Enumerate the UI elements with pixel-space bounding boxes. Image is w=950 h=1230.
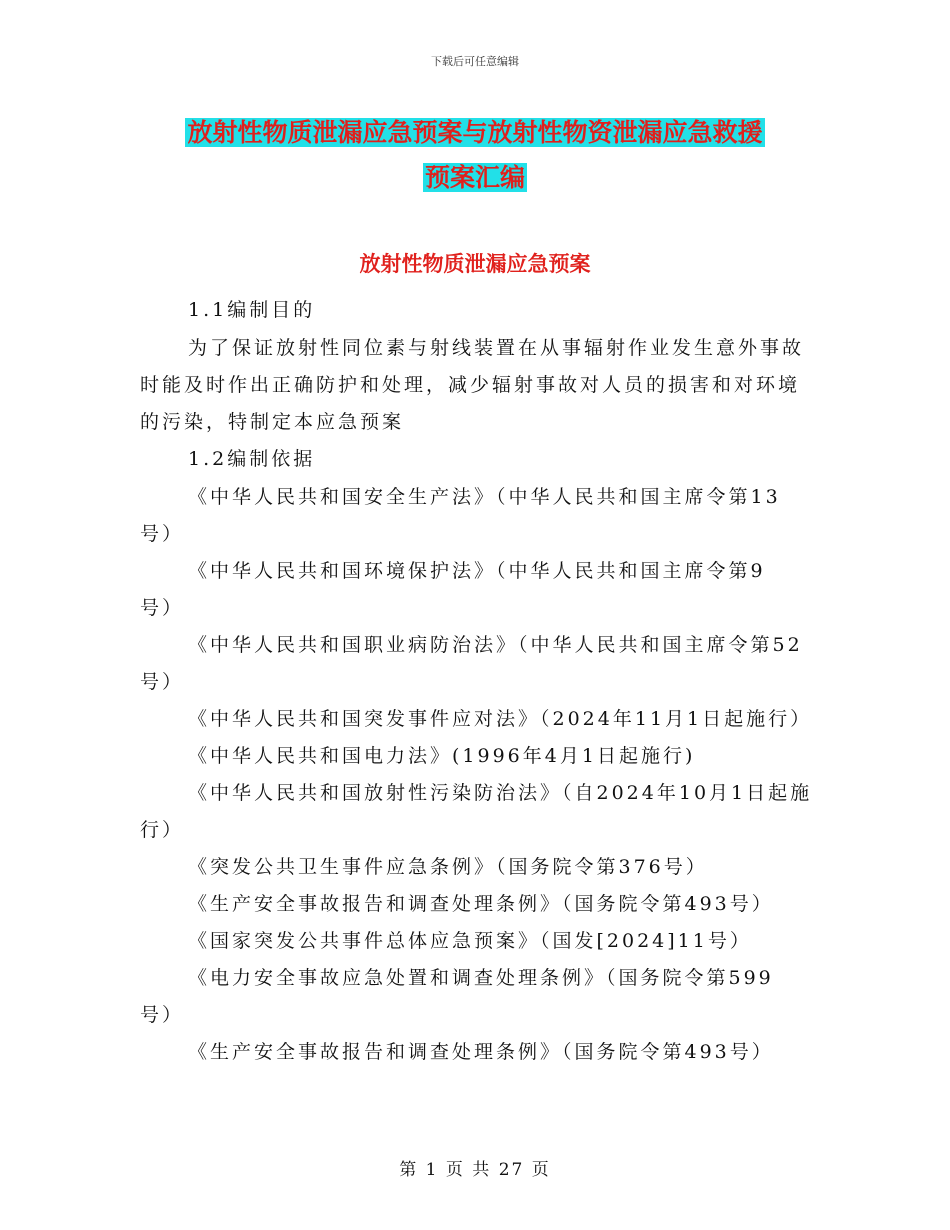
reference-line: 《电力安全事故应急处置和调查处理条例》（国务院令第599 <box>188 967 774 989</box>
reference-line: 《突发公共卫生事件应急条例》（国务院令第376号） <box>188 856 708 878</box>
reference-line: 《中华人民共和国环境保护法》（中华人民共和国主席令第9 <box>188 560 766 582</box>
reference-line: 《生产安全事故报告和调查处理条例》（国务院令第493号） <box>188 893 774 915</box>
reference-line: 号） <box>140 671 185 693</box>
reference-line: 《中华人民共和国突发事件应对法》（2024年11月1日起施行） <box>188 708 813 730</box>
reference-line: 《生产安全事故报告和调查处理条例》（国务院令第493号） <box>188 1041 774 1063</box>
paragraph-line: 时能及时作出正确防护和处理，减少辐射事故对人员的损害和对环境 <box>140 374 801 396</box>
reference-line: 《中华人民共和国职业病防治法》（中华人民共和国主席令第52 <box>188 634 803 656</box>
document-title <box>140 110 810 200</box>
heading-1-1: 1.1编制目的 <box>188 299 316 321</box>
page-footer: 第 1 页 共 27 页 <box>399 1160 551 1180</box>
reference-line: 号） <box>140 1004 185 1026</box>
reference-line: 《国家突发公共事件总体应急预案》（国发[2024]11号） <box>188 930 752 952</box>
page-header: 下载后可任意编辑 <box>431 55 519 68</box>
reference-line: 号） <box>140 597 185 619</box>
title-line-1: 放射性物质泄漏应急预案与放射性物资泄漏应急救援 <box>187 118 763 147</box>
paragraph-line: 为了保证放射性同位素与射线装置在从事辐射作业发生意外事故 <box>188 337 805 359</box>
reference-line: 《中华人民共和国电力法》(1996年4月1日起施行) <box>188 745 696 767</box>
reference-line: 《中华人民共和国放射性污染防治法》（自2024年10月1日起施 <box>188 782 813 804</box>
paragraph-line: 的污染，特制定本应急预案 <box>140 411 405 433</box>
reference-line: 行） <box>140 819 185 841</box>
section-title: 放射性物质泄漏应急预案 <box>359 252 591 276</box>
heading-1-2: 1.2编制依据 <box>188 448 316 470</box>
reference-line: 《中华人民共和国安全生产法》（中华人民共和国主席令第13 <box>188 486 781 508</box>
reference-line: 号） <box>140 523 185 545</box>
title-line-2: 预案汇编 <box>424 163 525 192</box>
